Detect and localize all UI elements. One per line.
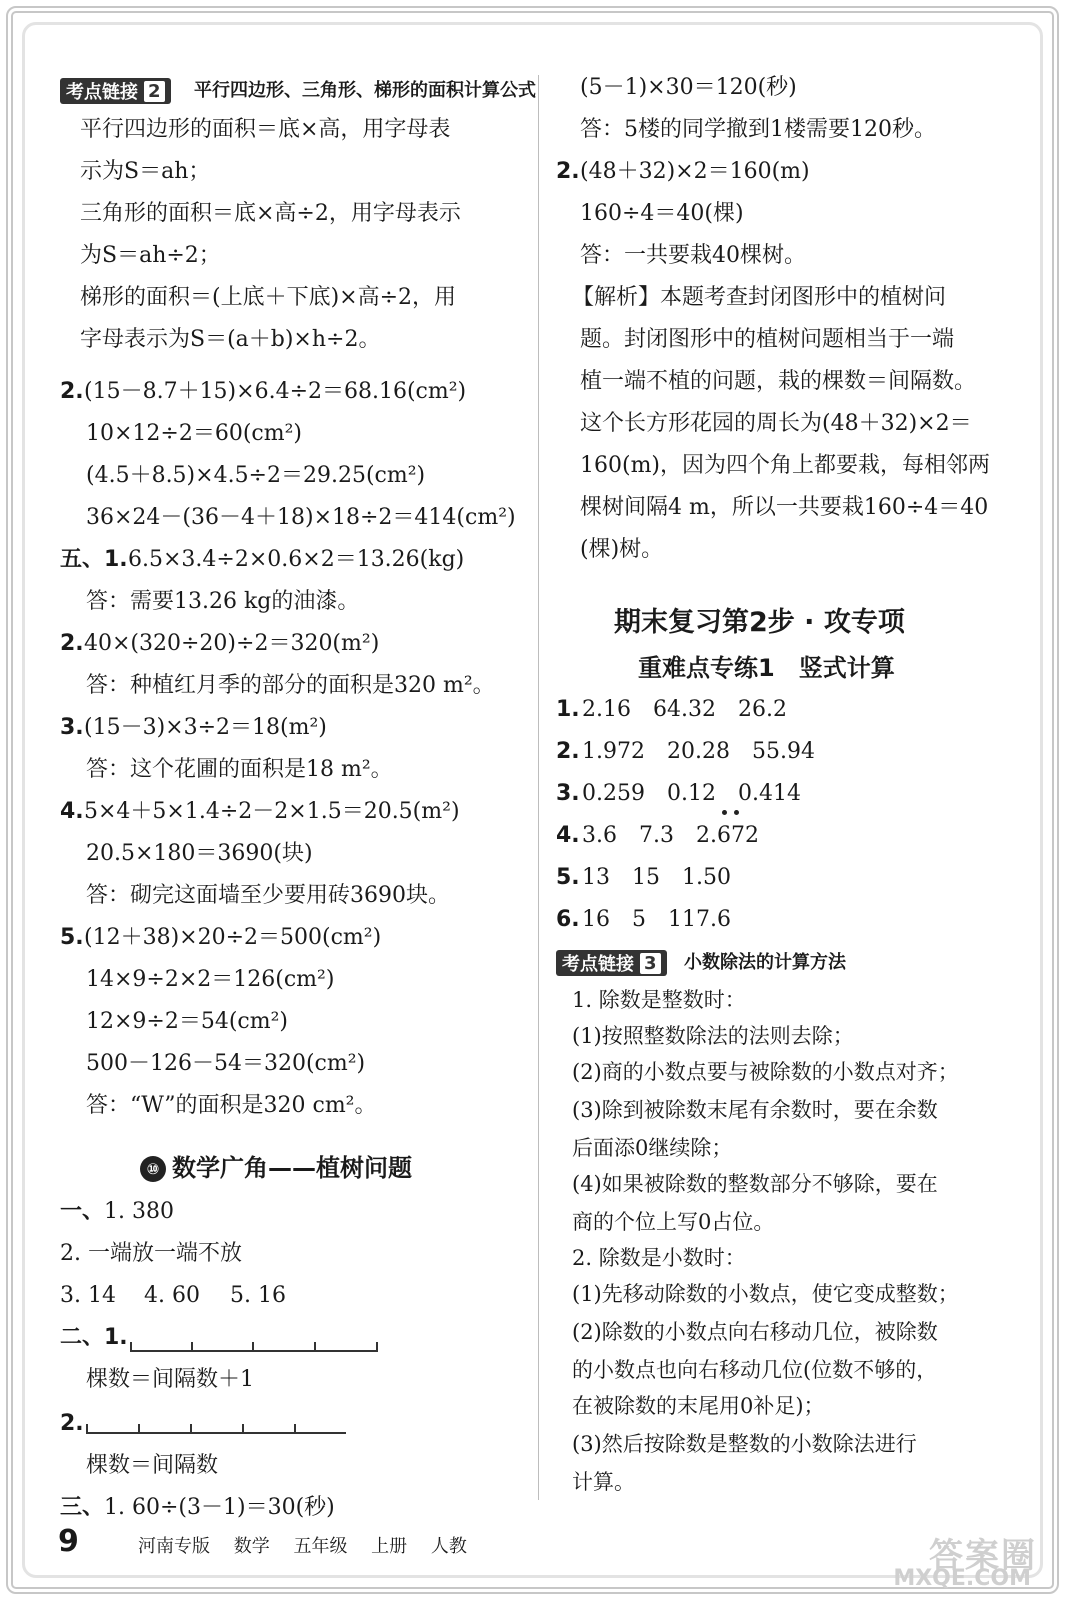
answer-line: 4. 60 bbox=[144, 1283, 200, 1308]
answer-line: 1. 380 bbox=[104, 1199, 174, 1224]
answer-line: 10×12÷2＝60(cm²) bbox=[86, 421, 303, 446]
link3-line: 后面添0继续除； bbox=[572, 1136, 733, 1160]
answer-line: (48＋32)×2＝160(m) bbox=[580, 159, 810, 184]
watermark-logo: 答案圈 bbox=[929, 1536, 1037, 1576]
answer-line: 1.972 20.28 55.94 bbox=[582, 739, 815, 764]
answer-line: 36×24－(36－4＋18)×18÷2＝414(cm²) bbox=[86, 505, 516, 530]
watermark-url: MXQE.COM bbox=[893, 1566, 1031, 1591]
link2-line: 平行四边形的面积＝底×高，用字母表 bbox=[80, 117, 451, 142]
column-divider bbox=[538, 75, 539, 1500]
answer-line: 5. 16 bbox=[230, 1283, 286, 1308]
link3-line: 的小数点也向右移动几位(位数不够的， bbox=[572, 1358, 938, 1382]
link2-title: 平行四边形、三角形、梯形的面积计算公式 bbox=[194, 80, 536, 101]
repeating-decimal-dot bbox=[722, 810, 727, 815]
answer-line: 答：种植红月季的部分的面积是320 m²。 bbox=[86, 673, 495, 698]
link3-line: (2)商的小数点要与被除数的小数点对齐； bbox=[572, 1060, 959, 1084]
link3-line: 2. 除数是小数时： bbox=[572, 1246, 746, 1270]
answer-line: 14×9÷2×2＝126(cm²) bbox=[86, 967, 335, 992]
answer-line: 答：一共要栽40棵树。 bbox=[580, 243, 806, 268]
answer-line: (12＋38)×20÷2＝500(cm²) bbox=[84, 925, 382, 950]
question-number: 1. bbox=[104, 547, 128, 572]
section-label: 三、 bbox=[60, 1495, 105, 1520]
answer-line: 0.259 0.12 0.414 bbox=[582, 781, 801, 806]
question-number: 1. bbox=[104, 1325, 128, 1350]
rule-text: 棵数＝间隔数＋1 bbox=[86, 1367, 254, 1392]
question-number: 5. bbox=[60, 925, 84, 950]
question-number: 2. bbox=[556, 739, 580, 764]
answer-line: 13 15 1.50 bbox=[582, 865, 731, 890]
link2-line: 字母表示为S＝(a＋b)×h÷2。 bbox=[80, 327, 381, 352]
link2-line: 梯形的面积＝(上底＋下底)×高÷2，用 bbox=[80, 285, 457, 310]
analysis-line: (棵)树。 bbox=[580, 537, 664, 562]
answer-line: (15－3)×3÷2＝18(m²) bbox=[84, 715, 327, 740]
analysis-line: 棵树间隔4 m，所以一共要栽160÷4＝40 bbox=[580, 495, 989, 520]
link3-line: 在被除数的末尾用0补足)； bbox=[572, 1394, 825, 1418]
question-number: 3. bbox=[556, 781, 580, 806]
analysis-line: 【解析】本题考查封闭图形中的植树问 bbox=[572, 285, 947, 310]
question-number: 4. bbox=[60, 799, 84, 824]
question-number: 2. bbox=[60, 631, 84, 656]
answer-line: 3.6 7.3 2.672 bbox=[582, 823, 759, 848]
analysis-line: 植一端不植的问题，栽的棵数＝间隔数。 bbox=[580, 369, 977, 394]
answer-line: (5－1)×30＝120(秒) bbox=[580, 75, 797, 100]
review-step-title: 期末复习第2步 · 攻专项 bbox=[614, 607, 905, 638]
question-number: 2. bbox=[60, 1411, 84, 1436]
section-label: 二、 bbox=[60, 1325, 105, 1350]
answer-line: (15－8.7＋15)×6.4÷2＝68.16(cm²) bbox=[84, 379, 467, 404]
section-label: 一、 bbox=[60, 1199, 105, 1224]
link2-badge: 考点链接 2 bbox=[60, 78, 171, 104]
answer-line: 20.5×180＝3690(块) bbox=[86, 841, 313, 866]
answer-line: 6.5×3.4÷2×0.6×2＝13.26(kg) bbox=[128, 547, 465, 572]
answer-line: 3. 14 bbox=[60, 1283, 116, 1308]
question-number: 2. bbox=[556, 159, 580, 184]
link3-line: (4)如果被除数的整数部分不够除，要在 bbox=[572, 1172, 938, 1196]
unit-title: ⑩ 数学广角——植树问题 bbox=[140, 1148, 412, 1183]
link3-line: 计算。 bbox=[572, 1470, 635, 1494]
question-number: 1. bbox=[556, 697, 580, 722]
answer-line: 16 5 117.6 bbox=[582, 907, 731, 932]
link3-line: 1. 除数是整数时： bbox=[572, 988, 746, 1012]
analysis-line: 这个长方形花园的周长为(48＋32)×2＝ bbox=[580, 411, 972, 436]
answer-line: 答：“W”的面积是320 cm²。 bbox=[86, 1093, 377, 1118]
page-number: 9 bbox=[58, 1524, 79, 1559]
link3-line: (3)除到被除数末尾有余数时，要在余数 bbox=[572, 1098, 938, 1122]
answer-line: 1. 60÷(3－1)＝30(秒) bbox=[104, 1495, 335, 1520]
analysis-line: 160(m)，因为四个角上都要栽，每相邻两 bbox=[580, 453, 991, 478]
answer-line: 答：需要13.26 kg的油漆。 bbox=[86, 589, 360, 614]
answer-line: 40×(320÷20)÷2＝320(m²) bbox=[84, 631, 380, 656]
unit-number-circle: ⑩ bbox=[140, 1156, 166, 1182]
answer-line: 答：5楼的同学撤到1楼需要120秒。 bbox=[580, 117, 936, 142]
link3-line: (1)按照整数除法的法则去除； bbox=[572, 1024, 854, 1048]
answer-line: 160÷4＝40(棵) bbox=[580, 201, 744, 226]
link2-line: 为S＝ah÷2； bbox=[80, 243, 221, 268]
question-number: 2. bbox=[60, 379, 84, 404]
answer-line: 2.16 64.32 26.2 bbox=[582, 697, 787, 722]
section-label: 五、 bbox=[60, 547, 105, 572]
tree-interval-diagram bbox=[130, 1340, 378, 1352]
answer-line: 答：这个花圃的面积是18 m²。 bbox=[86, 757, 393, 782]
link3-line: (3)然后按除数是整数的小数除法进行 bbox=[572, 1432, 917, 1456]
question-number: 5. bbox=[556, 865, 580, 890]
question-number: 3. bbox=[60, 715, 84, 740]
link2-line: 示为S＝ah； bbox=[80, 159, 211, 184]
answer-line: 5×4＋5×1.4÷2－2×1.5＝20.5(m²) bbox=[84, 799, 460, 824]
question-number: 4. bbox=[556, 823, 580, 848]
link3-badge: 考点链接 3 bbox=[556, 950, 667, 976]
drill-title: 重难点专练1 竖式计算 bbox=[638, 654, 895, 682]
footer-edition: 河南专版 数学 五年级 上册 人教 bbox=[138, 1536, 467, 1557]
tree-interval-diagram bbox=[86, 1422, 346, 1434]
answer-line: 500－126－54＝320(cm²) bbox=[86, 1051, 366, 1076]
link3-line: 商的个位上写0占位。 bbox=[572, 1210, 775, 1234]
link3-title: 小数除法的计算方法 bbox=[684, 952, 846, 973]
answer-line: 答：砌完这面墙至少要用砖3690块。 bbox=[86, 883, 450, 908]
repeating-decimal-dot bbox=[734, 810, 739, 815]
link3-line: (2)除数的小数点向右移动几位，被除数 bbox=[572, 1320, 938, 1344]
rule-text: 棵数＝间隔数 bbox=[86, 1453, 219, 1478]
answer-line: 12×9÷2＝54(cm²) bbox=[86, 1009, 289, 1034]
analysis-line: 题。封闭图形中的植树问题相当于一端 bbox=[580, 327, 955, 352]
answer-line: 2. 一端放一端不放 bbox=[60, 1241, 242, 1266]
question-number: 6. bbox=[556, 907, 580, 932]
answer-line: (4.5＋8.5)×4.5÷2＝29.25(cm²) bbox=[86, 463, 426, 488]
link2-line: 三角形的面积＝底×高÷2，用字母表示 bbox=[80, 201, 461, 226]
link3-line: (1)先移动除数的小数点，使它变成整数； bbox=[572, 1282, 959, 1306]
